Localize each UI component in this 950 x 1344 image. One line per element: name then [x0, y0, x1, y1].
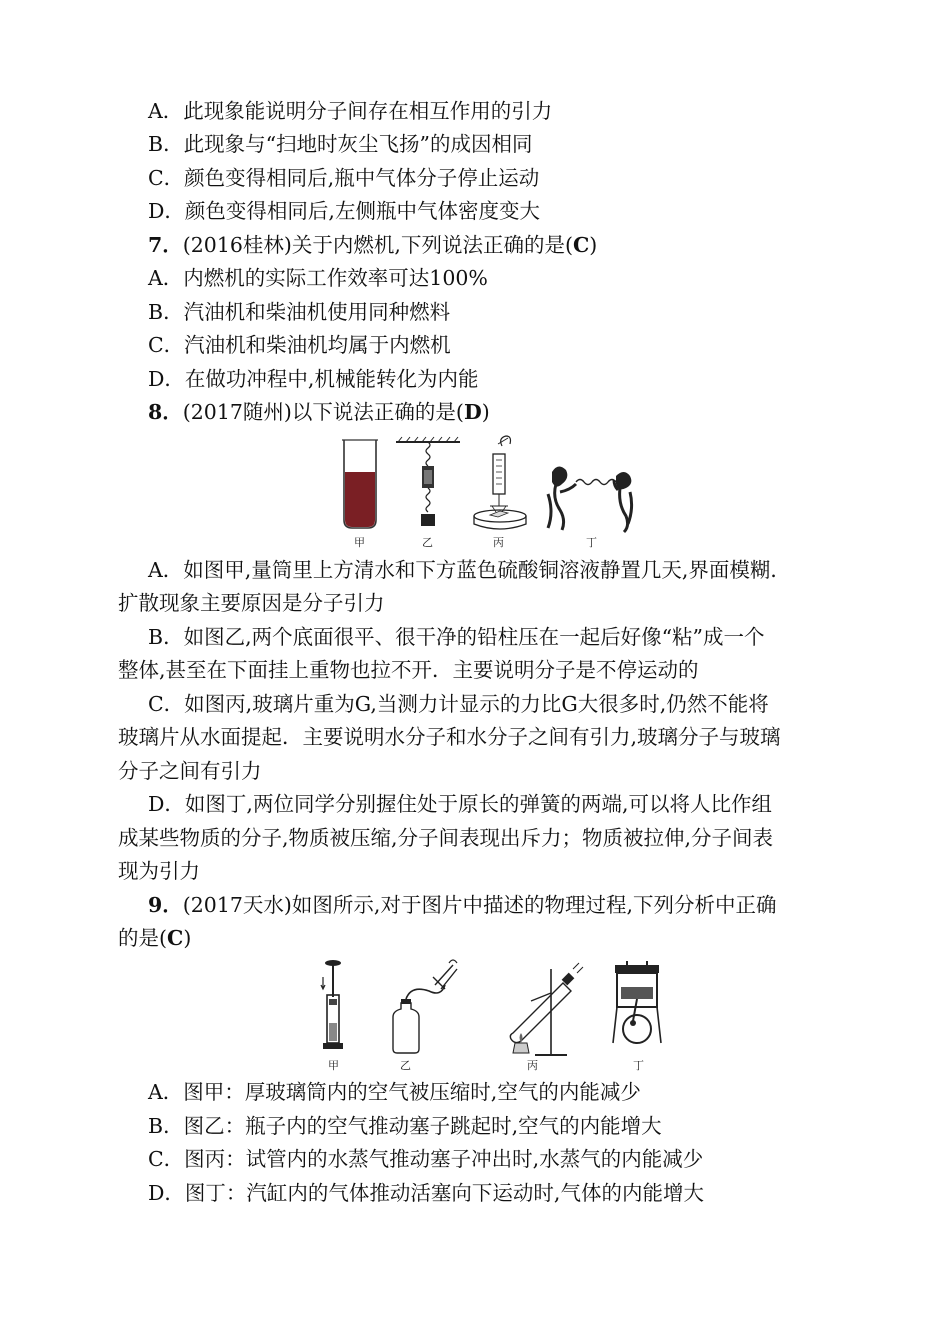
- q8-fig-label-bing: 丙: [493, 536, 504, 549]
- q6-option-c: C．颜色变得相同后,瓶中气体分子停止运动: [148, 166, 540, 190]
- q8-option-c-line1: C．如图丙,玻璃片重为G,当测力计显示的力比G大很多时,仍然不能将: [148, 692, 769, 716]
- q9-fig-bottle-pump: [393, 960, 457, 1053]
- q7-option-b: B．汽油机和柴油机使用同种燃料: [148, 300, 451, 324]
- q8-fig-spring-scale: [474, 436, 526, 529]
- q8-fig-cylinder: [342, 440, 378, 528]
- q6-option-a: A．此现象能说明分子间存在相互作用的引力: [148, 99, 553, 123]
- q8-fig-label-ding: 丁: [586, 536, 597, 549]
- q9-stem-text-2: 的是(: [118, 926, 167, 950]
- q9-fig-engine: [613, 961, 661, 1043]
- q8-option-a-line2: 扩散现象主要原因是分子引力: [118, 591, 385, 615]
- q7-option-d: D．在做功冲程中,机械能转化为内能: [148, 367, 479, 391]
- q8-stem-text: (2017随州)以下说法正确的是(: [182, 400, 464, 424]
- q6-option-d: D．颜色变得相同后,左侧瓶中气体密度变大: [148, 199, 540, 223]
- q9-fig-label-yi: 乙: [400, 1059, 411, 1072]
- q8-fig-lead-cylinders: [396, 437, 460, 526]
- q8-fig-label-jia: 甲: [354, 536, 365, 549]
- q8-number: 8．: [148, 400, 183, 424]
- q9-fig-test-tube: [510, 963, 583, 1055]
- q8-fig-label-yi: 乙: [422, 536, 433, 549]
- q9-stem-line1: [148, 890, 776, 920]
- q8-answer: D: [463, 400, 482, 424]
- q8-figure: [330, 432, 650, 550]
- q7-stem: [148, 230, 597, 260]
- q8-option-c-line3: 分子之间有引力: [118, 759, 262, 783]
- q9-fig-glass-cylinder: [321, 960, 343, 1049]
- q7-answer: C: [572, 233, 590, 257]
- q7-stem-text: (2016桂林)关于内燃机,下列说法正确的是(: [182, 233, 573, 257]
- q7-option-a: A．内燃机的实际工作效率可达100%: [148, 266, 488, 290]
- q8-option-d-line3: 现为引力: [118, 859, 200, 883]
- q9-stem-text: (2017天水)如图所示,对于图片中描述的物理过程,下列分析中正确: [182, 893, 777, 917]
- q8-option-b-line2: 整体,甚至在下面挂上重物也拉不开．主要说明分子是不停运动的: [118, 658, 699, 682]
- q7-number: 7．: [148, 233, 183, 257]
- q7-close: ): [589, 233, 598, 257]
- q9-option-a: A．图甲：厚玻璃筒内的空气被压缩时,空气的内能减少: [148, 1080, 641, 1104]
- q9-figure: [315, 955, 675, 1073]
- q8-option-d-line2: 成某些物质的分子,物质被压缩,分子间表现出斥力；物质被拉伸,分子间表: [118, 826, 774, 850]
- q9-fig-label-ding: 丁: [633, 1059, 644, 1072]
- q8-close: ): [481, 400, 490, 424]
- q8-option-b-line1: B．如图乙,两个底面很平、很干净的铅柱压在一起后好像“粘”成一个: [148, 625, 765, 649]
- q8-option-c-line2: 玻璃片从水面提起．主要说明水分子和水分子之间有引力,玻璃分子与玻璃: [118, 725, 781, 749]
- q8-option-d-line1: D．如图丁,两位同学分别握住处于原长的弹簧的两端,可以将人比作组: [148, 792, 772, 816]
- q9-fig-label-bing: 丙: [527, 1059, 538, 1072]
- q9-number: 9．: [148, 893, 183, 917]
- q9-answer: C: [167, 926, 184, 950]
- q9-stem-line2: [118, 923, 191, 953]
- q8-fig-students-spring: [548, 466, 632, 532]
- q9-option-c: C．图丙：试管内的水蒸气推动塞子冲出时,水蒸气的内能减少: [148, 1147, 704, 1171]
- q9-fig-label-jia: 甲: [328, 1059, 339, 1072]
- q9-option-d: D．图丁：汽缸内的气体推动活塞向下运动时,气体的内能增大: [148, 1181, 704, 1205]
- q6-option-b: B．此现象与“扫地时灰尘飞扬”的成因相同: [148, 132, 533, 156]
- q7-option-c: C．汽油机和柴油机均属于内燃机: [148, 333, 451, 357]
- q9-option-b: B．图乙：瓶子内的空气推动塞子跳起时,空气的内能增大: [148, 1114, 662, 1138]
- q8-option-a-line1: A．如图甲,量筒里上方清水和下方蓝色硫酸铜溶液静置几天,界面模糊．: [148, 558, 791, 582]
- q9-close: ): [183, 926, 192, 950]
- q8-stem: [148, 397, 490, 427]
